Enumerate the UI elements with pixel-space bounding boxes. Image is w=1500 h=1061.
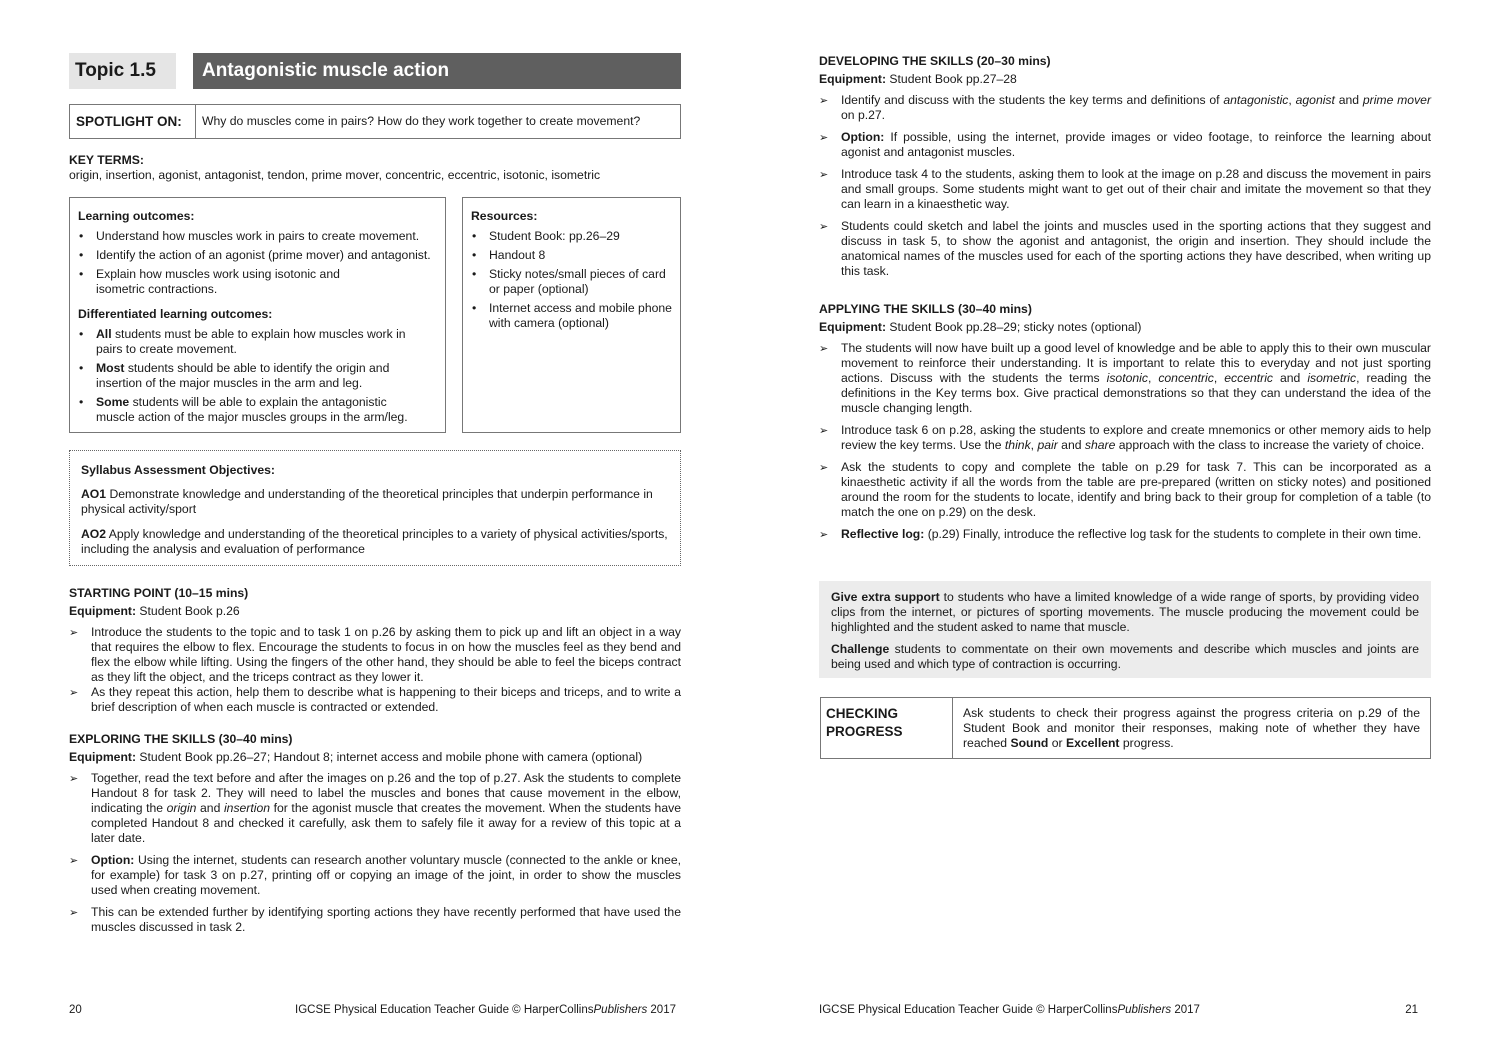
checking-text: [953, 698, 1430, 758]
ao2-text: [81, 527, 669, 557]
resources-list: [471, 229, 672, 331]
list-item: ➢ Introduce the students to the topic and to task 1 on p.26 by asking them to pick up and lift an object in a way that requires the elbow to flex. Encourage the students to focus in on how the muscles feel as they bend and flex the elbow while lifting. Using the fingers of the other hand, they should be able to feel the biceps contract as they lift the object, and the triceps contract as they lower it.: [69, 625, 681, 685]
syllabus-heading: Syllabus Assessment Objectives:: [81, 463, 275, 477]
text: (p.29) Finally, introduce the reflective log task for the students to complete in their own time.: [924, 527, 1422, 541]
list-item: ➢ Students could sketch and label the joints and muscles used in the sporting actions that they suggest and discuss in task 5, to show the agonist and antagonist, the origin and insertion. They should include the anatomical names of the muscles used for each of the sporting actions they have described, when writing up this task.: [819, 219, 1431, 279]
differentiated-heading: Differentiated learning outcomes:: [78, 307, 273, 321]
list-item: • Internet access and mobile phone with camera (optional): [471, 301, 672, 331]
reflective-log-label: Reflective log:: [841, 527, 925, 541]
challenge-label: Challenge: [831, 642, 890, 656]
emphasis: Most: [96, 361, 125, 375]
page-number-right: 21: [1405, 1004, 1418, 1016]
list-item: • Sticky notes/small pieces of card or paper (optional): [471, 267, 672, 297]
equipment-text: Student Book pp.28–29; sticky notes (optional): [886, 320, 1142, 334]
exploring-section: [69, 732, 681, 935]
text: ,: [1030, 438, 1038, 452]
equipment-label: Equipment:: [819, 72, 887, 86]
term: isotonic: [1106, 371, 1148, 385]
text: ,: [1213, 371, 1225, 385]
starting-heading: STARTING POINT (10–15 mins): [69, 586, 249, 600]
text: or: [1048, 736, 1066, 750]
text: students to commentate on their own movements and describe which muscles and joints are being used and which type of contraction is occurring.: [831, 642, 1419, 671]
applying-equipment: [819, 320, 1431, 335]
developing-section: [819, 54, 1431, 279]
list-item: [819, 423, 1431, 453]
footer-left: [295, 1003, 676, 1018]
term: share: [1084, 438, 1116, 452]
footer-text: IGCSE Physical Education Teacher Guide © HarperCollins: [819, 1004, 1118, 1016]
term: agonist: [1295, 93, 1335, 107]
equipment-label: Equipment:: [69, 604, 137, 618]
term: eccentric: [1224, 371, 1274, 385]
list-item: ➢ This can be extended further by identifying sporting actions they have recently performed that have used the muscles discussed in task 2.: [69, 905, 681, 935]
equipment-text: Student Book pp.27–28: [886, 72, 1017, 86]
text: Identify and discuss with the students the key terms and definitions of: [841, 93, 1224, 107]
resources-box: [462, 197, 681, 433]
list-item: [819, 341, 1431, 416]
ao-description: Apply knowledge and understanding of the theoretical principles to a variety of physical activities/sports, including the analysis and evaluation of performance: [81, 527, 668, 556]
right-page: [819, 0, 1431, 1061]
term: pair: [1037, 438, 1058, 452]
text: Introduce task 6 on p.28, asking the students to explore and create mnemonics or other memory aids to help review the key terms. Use the: [841, 423, 1431, 452]
text: The students will now have built up a good level of knowledge and be able to apply this to their own muscular movement to reinforce their understanding. It is important to relate this to everyday and not just sporting actions. Discuss with the students the terms: [841, 341, 1431, 385]
key-terms-heading: KEY TERMS:: [69, 153, 144, 167]
text: and: [196, 801, 224, 815]
text: for the agonist muscle that creates the movement. When the students have completed Handout 8 and checked it carefully, ask them to safely file it away for a review of this topic at a later date.: [91, 801, 681, 845]
list-item: [78, 395, 437, 425]
challenge-text: [831, 642, 1419, 672]
exploring-heading: EXPLORING THE SKILLS (30–40 mins): [69, 732, 293, 746]
emphasis: All: [96, 327, 112, 341]
text: on p.27.: [841, 108, 886, 122]
list-item: [819, 93, 1431, 123]
developing-list: [819, 93, 1431, 279]
extra-support-text: [831, 590, 1419, 635]
term: isometric: [1307, 371, 1357, 385]
list-item: [78, 361, 437, 391]
spotlight-text: Why do muscles come in pairs? How do they work together to create movement?: [202, 114, 641, 128]
list-item: [819, 527, 1431, 542]
term: antagonistic: [1223, 93, 1289, 107]
list-item: ➢ Introduce task 4 to the students, asking them to look at the image on p.28 and discuss the movement in pairs and small groups. Some students might want to get out of their chair and imitate the movement so that they can learn in a kinaesthetic way.: [819, 167, 1431, 212]
list-item: • Explain how muscles work using isotonic and isometric contractions.: [78, 267, 437, 297]
list-item: ➢ Ask the students to copy and complete the table on p.29 for task 7. This can be incorporated as a kinaesthetic activity if all the words from the table are pre-prepared (written on sticky notes) and positioned around the room for the students to locate, identify and bring back to their group for completion of a table (to match the one on p.29) on the desk.: [819, 460, 1431, 520]
term: think: [1004, 438, 1031, 452]
page-number-left: 20: [69, 1004, 82, 1016]
support-box: [819, 581, 1431, 678]
applying-section: [819, 302, 1431, 542]
text: and: [1057, 438, 1085, 452]
item-text: students must be able to explain how muscles work in pairs to create movement.: [96, 327, 406, 356]
text: ,: [1147, 371, 1159, 385]
footer-right: [819, 1003, 1200, 1018]
term: insertion: [223, 801, 271, 815]
text: , reading the definitions in the Key terms box. Give practical demonstrations so that they can understand the idea of the muscle changing length.: [841, 371, 1432, 415]
ao-description: Demonstrate knowledge and understanding of the theoretical principles that underpin performance in physical activity/sport: [81, 487, 653, 516]
learning-outcomes-box: [69, 197, 446, 433]
footer-text: 2017: [1171, 1004, 1200, 1016]
emphasis: Some: [96, 395, 130, 409]
text: approach with the class to increase the variety of choice.: [1115, 438, 1425, 452]
term: concentric: [1158, 371, 1214, 385]
item-text: students should be able to identify the origin and insertion of the major muscles in the arm and leg.: [96, 361, 390, 390]
resources-heading: Resources:: [471, 209, 538, 223]
list-item: [69, 853, 681, 898]
list-item: [69, 771, 681, 846]
spotlight-label: SPOTLIGHT ON:: [70, 105, 196, 138]
developing-equipment: [819, 72, 1431, 87]
text: and: [1273, 371, 1308, 385]
footer-italic: Publishers: [1117, 1004, 1172, 1016]
list-item: • Identify the action of an agonist (prime mover) and antagonist.: [78, 248, 437, 263]
list-item: • Handout 8: [471, 248, 672, 263]
key-terms-text: origin, insertion, agonist, antagonist, tendon, prime mover, concentric, eccentric, isotonic, isometric: [69, 168, 601, 182]
left-page: [69, 0, 681, 1061]
level: Sound: [1010, 736, 1049, 750]
equipment-label: Equipment:: [69, 750, 137, 764]
footer-text: IGCSE Physical Education Teacher Guide © HarperCollins: [295, 1004, 594, 1016]
option-label: Option:: [841, 130, 885, 144]
ao1-text: [81, 487, 669, 517]
list-item: • Understand how muscles work in pairs to create movement.: [78, 229, 437, 244]
text: to students who have a limited knowledge of a wide range of sports, by providing video clips from the internet, or pictures of sporting movements. The muscle producing the movement could be highlighted and the student asked to name that muscle.: [831, 590, 1419, 634]
learning-outcomes-list: [78, 229, 437, 297]
equipment-label: Equipment:: [819, 320, 887, 334]
text: Using the internet, students can research another voluntary muscle (connected to the ankle or knee, for example) for task 3 on p.27, printing off or copying an image of the joint, in order to show the muscles used when creating movement.: [91, 853, 681, 897]
topic-number: Topic 1.5: [69, 53, 176, 89]
text: ,: [1288, 93, 1296, 107]
term: origin: [166, 801, 197, 815]
applying-list: [819, 341, 1431, 542]
learning-outcomes-heading: Learning outcomes:: [78, 209, 195, 223]
applying-heading: APPLYING THE SKILLS (30–40 mins): [819, 302, 1032, 316]
list-item: • Student Book: pp.26–29: [471, 229, 672, 244]
term: prime mover: [1362, 93, 1432, 107]
starting-point-section: [69, 586, 681, 715]
ao-code: AO1: [81, 487, 107, 501]
text: progress.: [1119, 736, 1174, 750]
checking-label: CHECKING PROGRESS: [821, 698, 953, 758]
ao-code: AO2: [81, 527, 107, 541]
support-label: Give extra support: [831, 590, 940, 604]
exploring-equipment: [69, 750, 681, 765]
text: If possible, using the internet, provide images or video footage, to reinforce the learning about agonist and antagonist muscles.: [841, 130, 1431, 159]
developing-heading: DEVELOPING THE SKILLS (20–30 mins): [819, 54, 1051, 68]
equipment-text: Student Book pp.26–27; Handout 8; internet access and mobile phone with camera (optional): [136, 750, 643, 764]
key-terms: [69, 153, 681, 183]
footer-italic: Publishers: [593, 1004, 648, 1016]
list-item: ➢ As they repeat this action, help them to describe what is happening to their biceps and triceps, and to write a brief description of when each muscle is contracted or extended.: [69, 685, 681, 715]
equipment-text: Student Book p.26: [136, 604, 240, 618]
topic-title: Antagonistic muscle action: [193, 53, 681, 89]
syllabus-box: [69, 450, 681, 566]
level: Excellent: [1065, 736, 1120, 750]
text: and: [1334, 93, 1363, 107]
starting-list: [69, 625, 681, 715]
text: Ask students to check their progress against the progress criteria on p.29 of the Student Book and monitor their responses, making note of whether they have reached: [963, 706, 1420, 750]
list-item: [819, 130, 1431, 160]
item-text: students will be able to explain the antagonistic muscle action of the major muscles groups in the arm/leg.: [96, 395, 408, 424]
footer-text: 2017: [647, 1004, 676, 1016]
option-label: Option:: [91, 853, 135, 867]
spotlight-box: [69, 104, 681, 139]
text: Together, read the text before and after the images on p.26 and the top of p.27. Ask the students to complete Handout 8 for task 2. They will need to label the muscles and bones that cause movement in the elbow, indicating the: [91, 771, 681, 815]
list-item: [78, 327, 437, 357]
starting-equipment: [69, 604, 681, 619]
checking-progress-box: [820, 697, 1431, 759]
exploring-list: [69, 771, 681, 935]
differentiated-list: [78, 327, 437, 425]
